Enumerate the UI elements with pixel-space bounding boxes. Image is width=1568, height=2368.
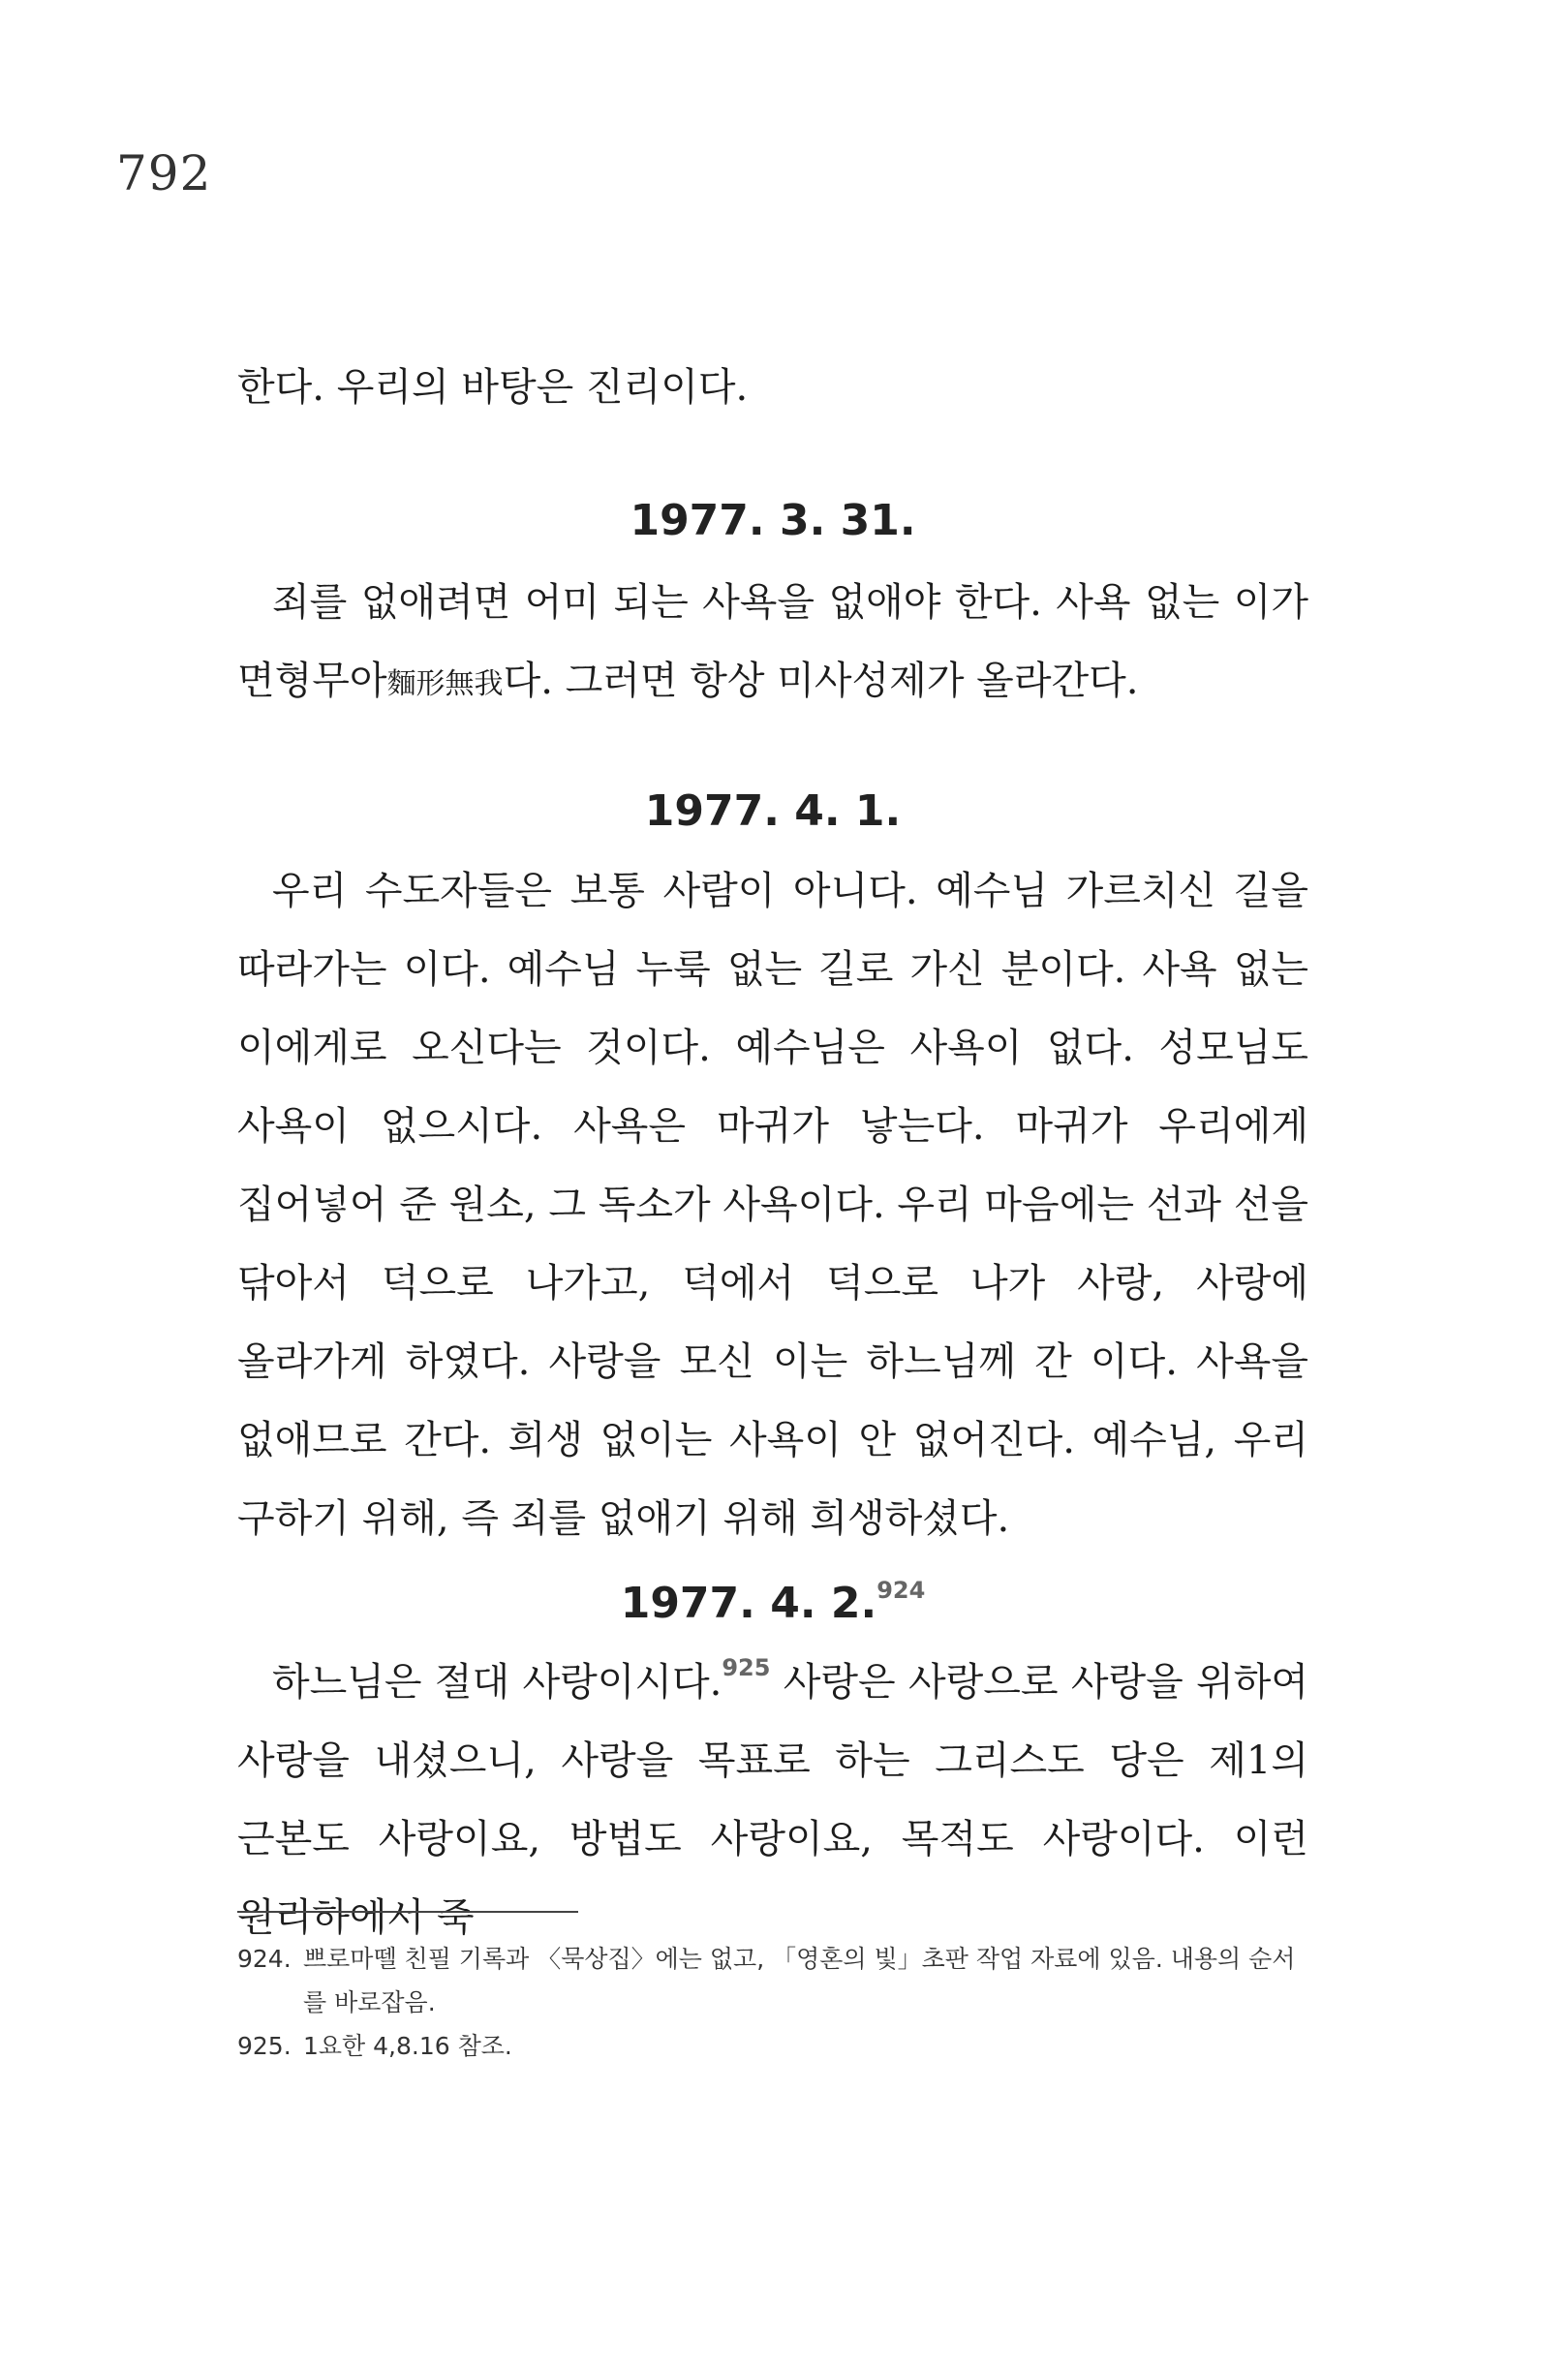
entry-date-1977-3-31: 1977. 3. 31. [630,496,916,545]
footnote-divider [237,1911,578,1913]
footnote-ref-925[interactable]: 925 [722,1654,771,1681]
entry-paragraph-1977-4-1: 우리 수도자들은 보통 사람이 아니다. 예수님 가르치신 길을 따라가는 이다. 예수님 누룩 없는 길로 가신 분이다. 사욕 없는 이에게로 오신다는 것이다. 예수님은 사욕이 없다. 성모님도 사욕이 없으시다. 사욕은 마귀가 낳는다. 마귀가 우리에게 집어넣어 준 원소, 그 독소가 사욕이다. 우리 마음에는 선과 선을 닦아서 덕으로 나가고, 덕에서 덕으로 나가 사랑, 사랑에 올라가게 하였다. 사랑을 모신 이는 하느님께 간 이다. 사욕을 없애므로 간다. 희생 없이는 사욕이 안 없어진다. 예수님, 우리 구하기 위해, 즉 죄를 없애기 위해 희생하셨다. [237,869,1308,1541]
footnote-text: 1요한 4,8.16 참조. [303,2032,512,2060]
entry-date-1977-4-2 [237,1579,1308,1628]
date-text: 1977. 4. 2. [620,1579,877,1628]
paragraph-text: 사랑은 사랑으로 사랑을 위하여 사랑을 내셨으니, 사랑을 목표로 하는 그리스도 당은 제1의 근본도 사랑이요, 방법도 사랑이요, 목적도 사랑이다. 이런 원리하에서 죽 [237,1660,1308,1940]
footnote-ref-924[interactable]: 924 [876,1577,926,1604]
paragraph-text: 죄를 없애려면 어미 되는 사욕을 없애야 한다. 사욕 없는 이가 면형무아 [237,580,1308,703]
footnote-number: 924. [237,1945,292,1973]
paragraph-text: 다. 그러면 항상 미사성제가 올라간다. [503,659,1139,703]
footnotes [237,1937,1312,2068]
footnote-925 [237,2024,1312,2068]
entry-paragraph-1977-3-31 [237,564,1308,723]
intro-paragraph: 한다. 우리의 바탕은 진리이다. [237,365,749,410]
entry-date-1977-4-1: 1977. 4. 1. [644,786,902,836]
hanja-annotation: 麵形無我 [386,667,504,701]
footnote-number: 925. [237,2032,292,2060]
paragraph-text: 하느님은 절대 사랑이시다. [272,1660,723,1705]
footnote-924 [237,1937,1312,2024]
footnote-text: 쁘로마뗄 친필 기록과 〈묵상집〉에는 없고, 「영혼의 빛」초판 작업 자료에 있음. 내용의 순서를 바로잡음. [303,1945,1296,2016]
page-number: 792 [116,145,212,201]
